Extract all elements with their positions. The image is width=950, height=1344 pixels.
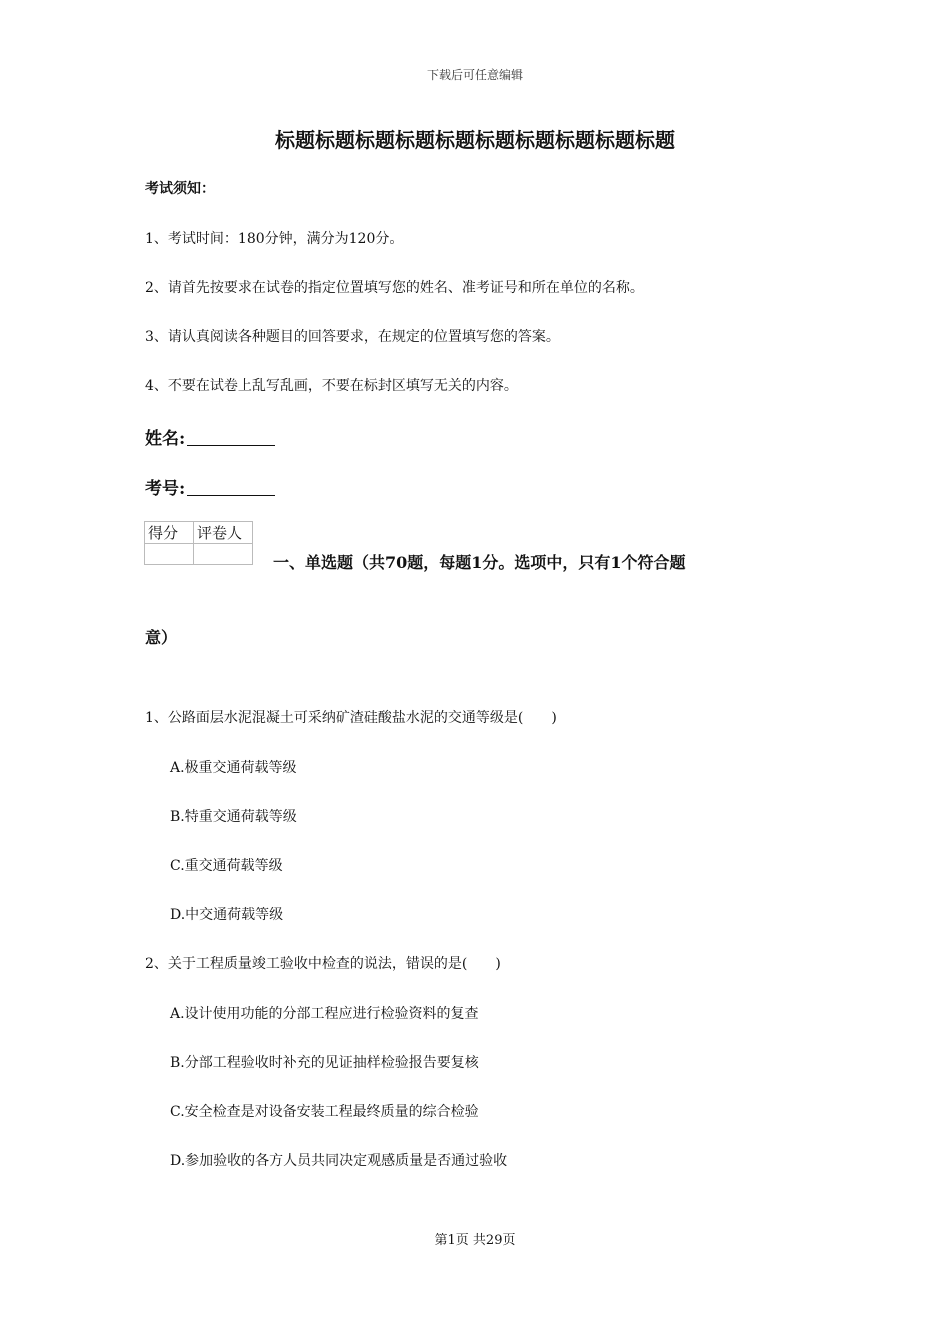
- id-label: 考号:: [145, 479, 186, 499]
- question-option: D.中交通荷载等级: [170, 907, 284, 923]
- notice-item: 3、请认真阅读各种题目的回答要求，在规定的位置填写您的答案。: [145, 329, 560, 345]
- name-blank[interactable]: [187, 427, 275, 446]
- question-stem: 2、关于工程质量竣工验收中检查的说法，错误的是( ): [145, 956, 501, 972]
- name-field: [145, 424, 275, 449]
- question-option: A.设计使用功能的分部工程应进行检验资料的复查: [170, 1006, 479, 1022]
- question-option: B.特重交通荷载等级: [170, 809, 297, 825]
- question-option: B.分部工程验收时补充的见证抽样检验报告要复核: [170, 1055, 479, 1071]
- question-stem: 1、公路面层水泥混凝土可采纳矿渣硅酸盐水泥的交通等级是( ): [145, 710, 557, 726]
- name-label: 姓名:: [145, 429, 186, 449]
- notice-item: 2、请首先按要求在试卷的指定位置填写您的姓名、准考证号和所在单位的名称。: [145, 280, 644, 296]
- header-note: 下载后可任意编辑: [426, 68, 523, 82]
- section-heading: 一、单选题（共70题，每题1分。选项中，只有1个符合题: [273, 553, 686, 572]
- page-footer: 第1页 共29页: [434, 1233, 516, 1248]
- id-blank[interactable]: [187, 477, 275, 496]
- document-title: 标题标题标题标题标题标题标题标题标题标题: [275, 128, 675, 152]
- question-option: C.重交通荷载等级: [170, 858, 283, 874]
- grader-header: 评卷人: [194, 522, 253, 544]
- notice-item: 1、考试时间：180分钟，满分为120分。: [145, 231, 404, 247]
- score-cell[interactable]: [145, 544, 194, 565]
- score-header: 得分: [145, 522, 194, 544]
- notice-heading: 考试须知：: [145, 181, 215, 197]
- grader-cell[interactable]: [194, 544, 253, 565]
- question-option: A.极重交通荷载等级: [170, 760, 297, 776]
- question-option: C.安全检查是对设备安装工程最终质量的综合检验: [170, 1104, 479, 1120]
- question-option: D.参加验收的各方人员共同决定观感质量是否通过验收: [170, 1153, 508, 1169]
- score-table: [144, 521, 253, 565]
- notice-item: 4、不要在试卷上乱写乱画，不要在标封区填写无关的内容。: [145, 378, 518, 394]
- id-field: [145, 474, 275, 499]
- section-heading-continued: 意）: [145, 628, 178, 647]
